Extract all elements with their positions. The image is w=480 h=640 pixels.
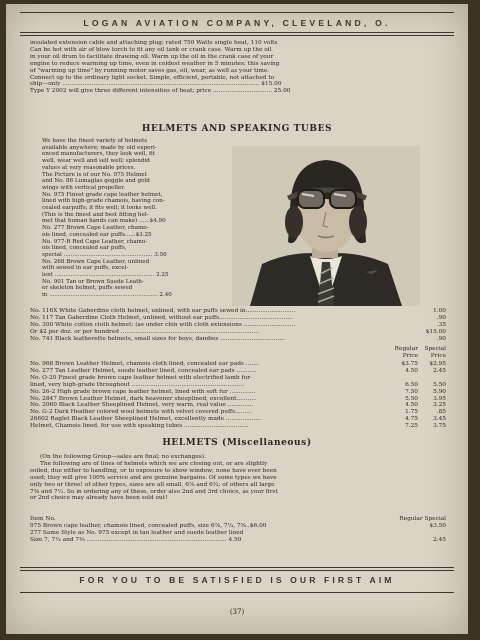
special-price: 3.45 <box>433 416 446 423</box>
header-spacer <box>30 353 390 360</box>
list-item <box>30 396 446 403</box>
list-item <box>30 523 446 530</box>
item-description: No. 2060 Black Leather Sheeplined Helmet, very warm, real value .............. <box>30 402 254 409</box>
item-description: Size 7, 7¼ and 7⅜ ............................................................................ 4.50 <box>30 536 242 543</box>
footer-top-rule-thin <box>20 570 454 571</box>
text-line: No. 277 Brown Cape Leather, chamo- <box>42 225 149 232</box>
price-header-row <box>30 353 446 360</box>
text-line: enced manufacturers, they look well, fit <box>42 151 156 158</box>
section-title-helmets-speaking-tubes: HELMETS AND SPEAKING TUBES <box>141 124 333 134</box>
item-description: No. O-20 Finest grade brown cape leather helmet with electrified lamb fur- <box>30 374 253 381</box>
special-price-header: Price <box>430 352 446 359</box>
text-line: well, wear well and sell well; splendid <box>42 158 150 165</box>
list-item <box>30 336 446 343</box>
special-price: .85 <box>436 409 446 416</box>
leather-helmet-list <box>30 361 446 430</box>
list-item <box>30 361 446 368</box>
header-bottom-rule-thin <box>20 35 454 36</box>
text-line: soiled, due either to handling, or to exposure to show window; none have ever been <box>30 467 277 474</box>
misc-paragraph <box>30 454 446 502</box>
aviator-portrait-illustration <box>232 146 420 306</box>
item-description: Or $2 per doz. or per hundred ........................................................................... <box>30 328 260 335</box>
text-line: met that human hands can make) ......$4.90 <box>42 218 166 225</box>
item-description: No. 26-2 High grade brown cape leather helmet, lined with soft fur .............. <box>30 388 256 395</box>
regular-price: 4.50 <box>405 367 418 374</box>
text-line: special .................................................. 3.50 <box>42 251 167 258</box>
item-price: .90 <box>436 314 446 321</box>
text-line: 7⅜ and 7½. So in ordering any of these, order also 2nd and 3rd choice, as your first <box>30 488 278 495</box>
price-header-row <box>30 346 446 353</box>
special-price: 3.95 <box>433 395 446 402</box>
page-header: LOGAN AVIATION COMPANY, CLEVELAND, O. <box>83 18 391 28</box>
regular-price <box>390 375 418 382</box>
special-price: 5.50 <box>433 381 446 388</box>
section-title-helmets-miscellaneous: HELMETS (Miscellaneous) <box>162 438 312 448</box>
item-description: 26602 Raglet Black Leather Sheeplined Helmet, excellently made ................... <box>30 416 261 423</box>
text-line: only two or three! of other types, sizes are all small, 6⅞ and 6¾; of others all large <box>30 481 275 488</box>
price-column-headers <box>30 346 446 360</box>
item-price: .35 <box>436 321 446 328</box>
text-line: lined with high-grade chamois, having con- <box>42 198 165 205</box>
regular-price: $3.75 <box>401 361 418 367</box>
text-line: available anywhere; made by old experi- <box>42 144 157 151</box>
special-price <box>418 530 446 537</box>
list-item <box>30 402 446 409</box>
text-line: values at very reasonable prices. <box>42 164 136 171</box>
regular-price: 7.50 <box>405 388 418 395</box>
special-price: 2.45 <box>433 367 446 374</box>
text-line: (On the following Group—sales are final; no exchanges). <box>40 454 206 460</box>
special-price: $2.95 <box>429 361 446 367</box>
helmet-photo <box>232 146 420 306</box>
text-line: or 2nd choice may already have been sold out! <box>30 495 168 502</box>
regular-special-header: Regular Special <box>399 516 446 522</box>
text-line: Connect up to the ordinary light socket. Simple, efficient, portable, not attached to <box>30 74 275 81</box>
text-line: and No. 86 Lumaglas goggle and gold <box>42 178 150 185</box>
item-description: No. 741 Black leatherette helmets, small sizes for boys, dandies ................................... <box>30 335 285 342</box>
helmet-description-column <box>42 138 224 299</box>
item-price: $15.00 <box>425 328 446 335</box>
item-description: lined, very high-grade throughout ............................................................. <box>30 381 245 388</box>
text-line: Type Y 2002 will give three different intensities of heat; price ................................ 25.00 <box>30 88 291 95</box>
regular-price: 5.50 <box>405 395 418 402</box>
item-description: No. 968 Brown Leather Helmet, chamois cloth lined, concealed ear pads ....... <box>30 361 259 367</box>
text-line: in your oil drum to facilitate drawing oil. Warm up the oil in the crank case of your <box>30 53 274 60</box>
cloth-helmet-list <box>30 308 446 343</box>
text-line: of "warming up time" by running motor saves gas, oil, wear, as well as your time. <box>30 67 270 74</box>
item-description: 975 Brown cape leather, chamois lined, concealed puffs, size 6⅞, 7¼, 7⅜..$6.00 <box>30 522 267 529</box>
text-line: The following are of lines of helmets which we are closing out, or are slightly <box>40 460 268 467</box>
text-line: ship—only ........................................................................................................... $15.00 <box>30 81 282 88</box>
text-line: engine to reduce warming up time, even in coldest weather in 5 minutes; this saving <box>30 60 280 67</box>
text-line: with sewed in ear puffs, excel- <box>42 265 129 272</box>
text-line: insulated extension cable and attaching plug; rated 750 Watts single heat, 110 volts <box>30 40 278 46</box>
special-price: 5.90 <box>433 388 446 395</box>
special-price: 3.25 <box>433 402 446 409</box>
item-description: No. G-2 Dark Heather colored wool helmets with velvet covered puffs......... <box>30 409 252 416</box>
item-price: 1.00 <box>433 308 446 314</box>
text-line: in ............................................................. 2.40 <box>42 292 172 299</box>
item-description: No. 2847 Brown Leather Helmet, dark heavener sheeplined, excellent........... <box>30 395 257 402</box>
footer-bottom-rule <box>20 592 454 593</box>
misc-header-row <box>30 516 446 523</box>
text-line: We have the finest variety of helmets <box>42 138 148 144</box>
header-top-rule <box>20 12 454 13</box>
list-item <box>30 329 446 336</box>
text-line: (This is the finest and best fitting hel- <box>42 211 149 218</box>
catalog-page <box>6 4 468 634</box>
list-item <box>30 409 446 416</box>
page-number: (37) <box>229 608 245 616</box>
item-description: No. 117 Tan Gaberdine Cloth Helmet, unlined, without ear puffs........................................ <box>30 314 293 321</box>
item-description: No. 300 White cotton cloth helmet; (as under chin with cloth extensions ............................ <box>30 321 296 328</box>
list-item <box>30 322 446 329</box>
list-item <box>30 382 446 389</box>
footer-top-rule <box>20 567 454 568</box>
regular-price: 7.25 <box>405 423 418 430</box>
intro-paragraph <box>30 40 446 95</box>
text-line: ois lined, concealed ear puffs......$3.25 <box>42 231 152 238</box>
item-price: .90 <box>436 335 446 342</box>
text-line: No. 901 Tan or Brown Suede Leath- <box>42 278 144 285</box>
item-description: 277 Same Style as No. 975 except in tan leather and suede leather lined <box>30 529 244 536</box>
item-description: No. 116X White Gaberdine cloth helmet, unlined, with ear puffs sewed in........................... <box>30 308 296 314</box>
item-description: No. 277 Tan Leather Helmet, suede leather lined, concealed ear pads ........... <box>30 367 257 374</box>
list-item <box>30 375 446 382</box>
text-line: No. 977-R Red Cape Leather, chamo- <box>42 238 148 245</box>
regular-price: 1.75 <box>405 409 418 416</box>
special-price <box>418 375 446 382</box>
special-header: Special <box>424 346 446 352</box>
item-description: Helmet, Chamois lined, for use with speaking tubes ................................... <box>30 423 249 430</box>
text-line: ois lined, concealed ear puffs, <box>42 245 127 252</box>
regular-price: 6.50 <box>405 381 418 388</box>
text-line: used; they will give 100% service and are genuine bargains. Of some types we have <box>30 474 277 481</box>
header-bottom-rule <box>20 32 454 33</box>
regular-price: 4.75 <box>405 416 418 423</box>
special-price: 2.45 <box>433 536 446 543</box>
list-item <box>30 423 446 430</box>
list-item <box>30 308 446 315</box>
list-item <box>30 368 446 375</box>
regular-header: Regular <box>394 346 418 352</box>
regular-price: 4.50 <box>405 402 418 409</box>
list-item <box>30 315 446 322</box>
special-price: $3.50 <box>429 522 446 529</box>
text-line: The Picture is of our No. 975 Helmet <box>42 171 147 178</box>
list-item <box>30 389 446 396</box>
special-price: 3.75 <box>433 423 446 430</box>
list-item <box>30 416 446 423</box>
text-line: er skeleton helmet, puffs sewed <box>42 285 133 292</box>
misc-item-list <box>30 516 446 544</box>
page-footer-motto: FOR YOU TO BE SATISFIED IS OUR FIRST AIM <box>79 575 395 585</box>
header-spacer <box>30 346 390 353</box>
text-line: cealed earpuffs; it fits well; it looks well. <box>42 205 157 212</box>
text-line: Can be hot with air of blow torch to fit any oil tank or crank case. Warm up the oil <box>30 46 272 53</box>
list-item <box>30 537 446 544</box>
item-no-header: Item No. <box>30 516 56 522</box>
text-line: No. 268 Brown Cape Leather, unlined <box>42 258 150 265</box>
text-line: wings with vertical propeller. <box>42 184 126 191</box>
text-line: No. 975 Finest grade cape leather helmet, <box>42 191 163 198</box>
list-item <box>30 530 446 537</box>
regular-price-header: Price <box>402 352 418 359</box>
text-line: lent ........................................................ 2.25 <box>42 272 169 279</box>
